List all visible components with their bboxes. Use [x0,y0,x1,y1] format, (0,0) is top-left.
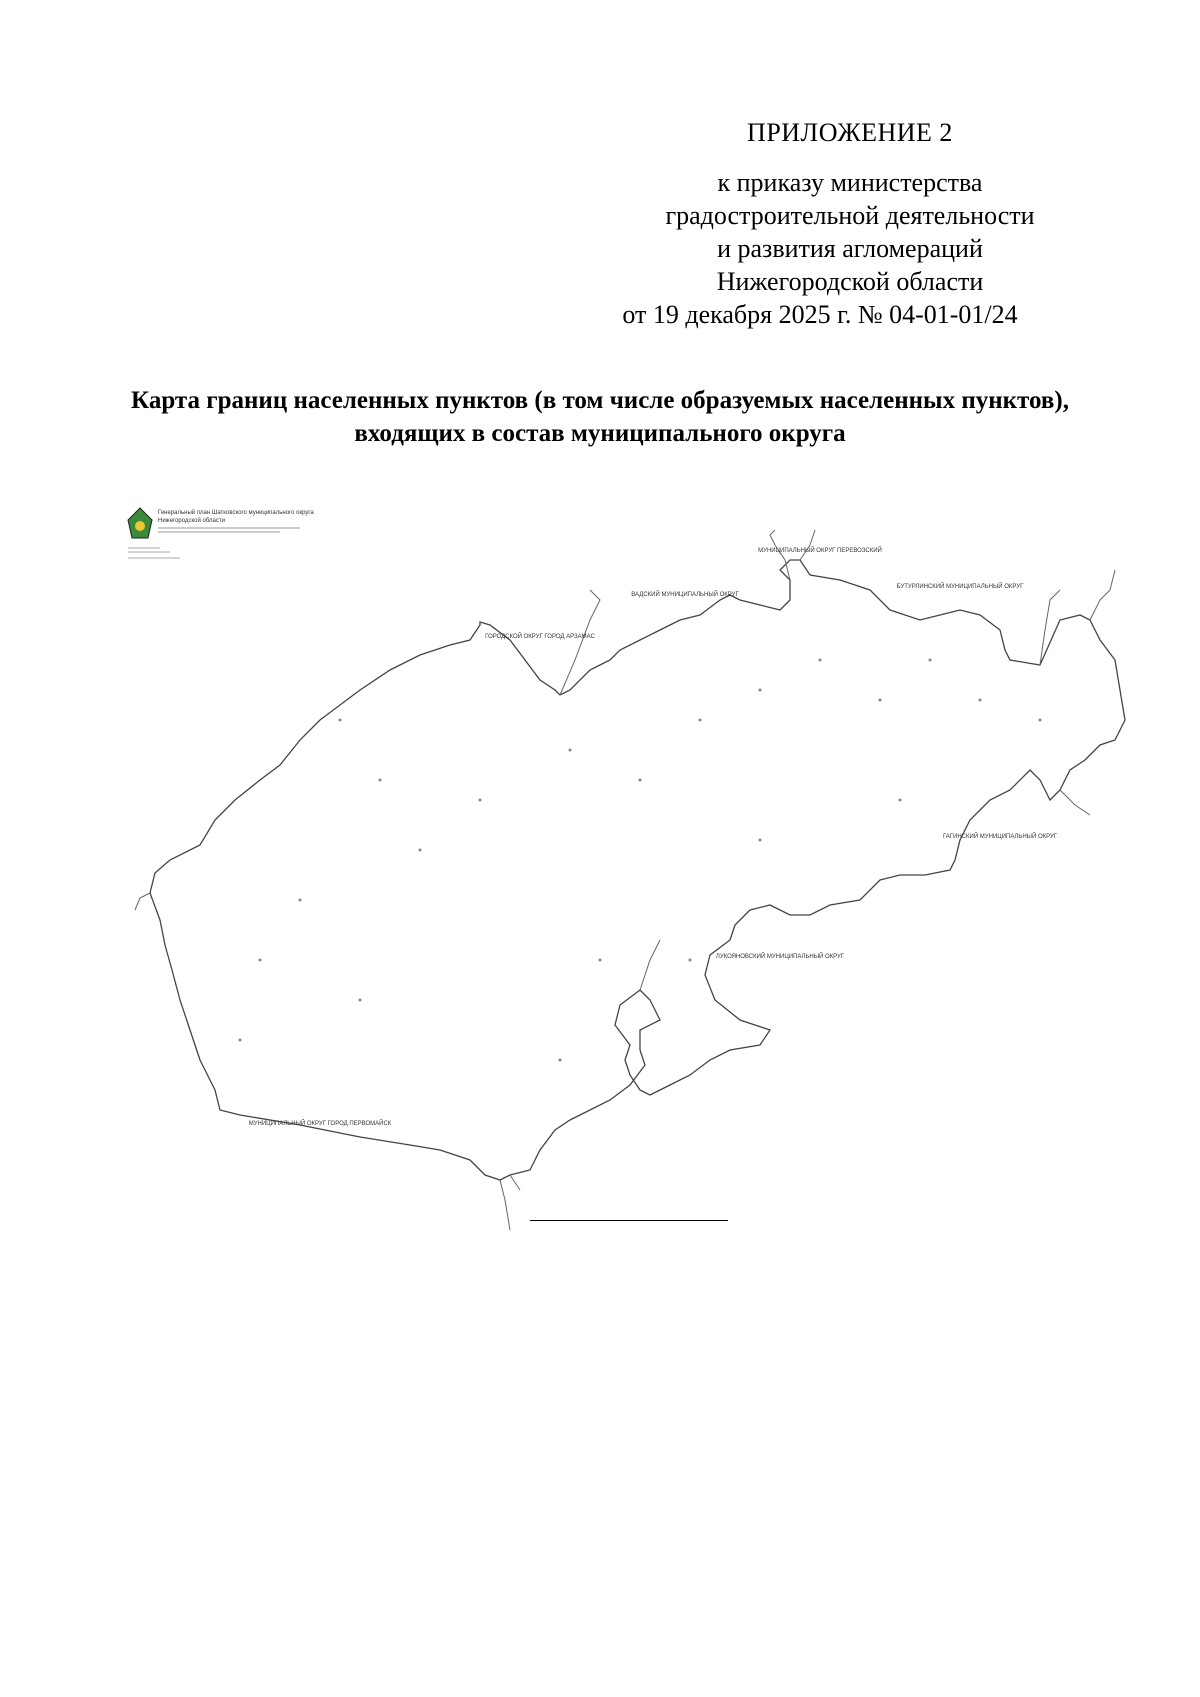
boundary-line-inner [640,940,660,990]
settlement-marker [929,659,932,662]
settlement-marker [419,849,422,852]
appendix-title: ПРИЛОЖЕНИЕ 2 [747,118,953,147]
settlement-marker [299,899,302,902]
settlement-marker [899,799,902,802]
legend-subtitle: Нижегородской области [158,518,225,524]
neighbor-label-pervomaysk: МУНИЦИПАЛЬНЫЙ ОКРУГ ГОРОД ПЕРВОМАЙСК [248,1121,392,1127]
settlement-marker [1039,719,1042,722]
settlement-marker [689,959,692,962]
neighbor-label-lukoyanov: ЛУКОЯНОВСКИЙ МУНИЦИПАЛЬНЫЙ ОКРУГ [715,954,845,960]
order-date-number: от 19 декабря 2025 г. № 04-01-01/24 [622,300,1018,329]
separator-line [530,1220,728,1221]
boundary-line-west [135,893,150,910]
order-line-3: и развития агломераций [717,234,983,263]
emblem-center-icon [135,521,145,531]
neighbor-label-gaginsky: ГАГИНСКИЙ МУНИЦИПАЛЬНЫЙ ОКРУГ [942,834,1058,840]
boundary-line-south-1 [500,1180,510,1230]
district-boundary [150,560,1125,1180]
boundary-line-north-1 [770,530,790,580]
boundary-line-north-2 [800,530,815,560]
settlement-marker [359,999,362,1002]
neighbor-label-perevoz: МУНИЦИПАЛЬНЫЙ ОКРУГ ПЕРЕВОЗСКИЙ [758,548,882,554]
neighbor-label-buturlino: БУТУРЛИНСКИЙ МУНИЦИПАЛЬНЫЙ ОКРУГ [896,584,1024,590]
boundary-line-southeast [1060,790,1090,815]
settlement-marker [559,1059,562,1062]
settlement-marker [339,719,342,722]
legend-title: Генеральный план Шатковского муниципального округа [158,510,314,516]
boundary-line-south-2 [510,1175,520,1190]
settlement-marker [599,959,602,962]
settlement-marker [879,699,882,702]
settlement-marker [569,749,572,752]
neighbor-label-arzamas: ГОРОДСКОЙ ОКРУГ ГОРОД АРЗАМАС [485,634,595,640]
settlement-marker [819,659,822,662]
settlement-marker [259,959,262,962]
settlement-marker [479,799,482,802]
settlement-marker [239,1039,242,1042]
settlement-marker [979,699,982,702]
boundary-line-east [1090,570,1115,620]
settlement-marker [759,839,762,842]
order-line-1: к приказу министерства [717,168,983,197]
map-legend [128,508,314,558]
document-title: Карта границ населенных пунктов (в том числе образуемых населенных пунктов), входящих в состав муниципального округа [131,387,1069,447]
order-line-4: Нижегородской области [716,267,984,296]
order-line-2: градостроительной деятельности [665,201,1035,230]
settlement-marker [379,779,382,782]
settlement-marker [639,779,642,782]
settlement-marker [699,719,702,722]
neighbor-label-vadsky: ВАДСКИЙ МУНИЦИПАЛЬНЫЙ ОКРУГ [631,592,739,598]
settlement-marker [759,689,762,692]
